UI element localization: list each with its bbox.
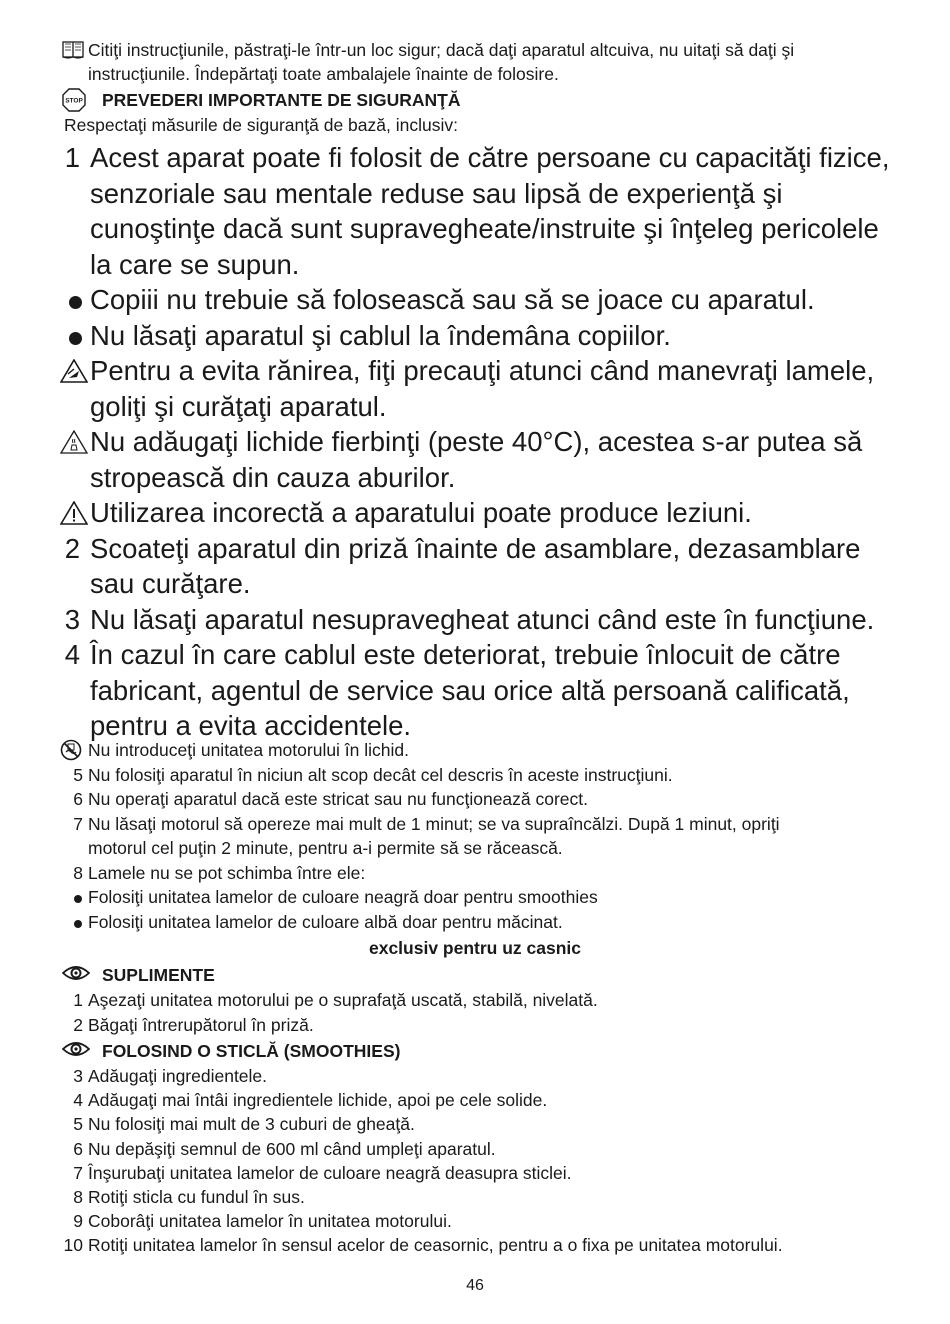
safety-big-line: Scoateţi aparatul din priză înainte de asamblare, dezasamblare (90, 532, 861, 564)
safety-big-line: fabricant, agentul de service sau orice altă persoană calificată, (90, 674, 850, 706)
safety-big-line: cunoştinţe dacă sunt supravegheate/instruite şi înţeleg pericolele (90, 213, 879, 244)
hot-liquid-warning-icon (60, 424, 90, 454)
supplements-text (88, 1013, 910, 1037)
safety-small-item (60, 910, 910, 934)
safety-small-item (60, 885, 910, 909)
safety-big-number: 2 (64, 532, 80, 564)
safety-big-item (60, 495, 910, 531)
safety-small-number: 7 (73, 813, 83, 834)
stop-icon-label: STOP (65, 97, 83, 105)
bullet-icon (60, 318, 90, 354)
bottle-number: 10 (63, 1235, 83, 1256)
safety-big-item (60, 424, 910, 495)
safety-big-text (90, 353, 910, 424)
bottle-line: Rotiţi sticla cu fundul în sus. (88, 1187, 305, 1207)
safety-small-item (60, 861, 910, 885)
safety-small-text (88, 812, 910, 860)
safety-big-text (90, 637, 910, 744)
bottle-item (60, 1161, 910, 1185)
bottle-number: 5 (73, 1114, 83, 1135)
safety-heading: PREVEDERI IMPORTANTE DE SIGURANŢĂ (102, 90, 461, 110)
safety-big-line: Utilizarea incorectă a aparatului poate produce leziuni. (90, 497, 752, 528)
bottle-text (88, 1185, 910, 1209)
safety-big-line: Nu lăsaţi aparatul şi cablul la îndemâna copiilor. (90, 319, 671, 351)
household-note: exclusiv pentru uz casnic (368, 938, 582, 958)
supplements-text (88, 988, 910, 1012)
safety-big-line: sau curăţare. (90, 568, 251, 599)
bottle-item (60, 1112, 910, 1136)
stop-icon (62, 88, 102, 112)
safety-small-item (60, 787, 910, 811)
safety-big-line: În cazul în care cablul este deteriorat, trebuie înlocuit de către (90, 639, 841, 670)
bottle-item (60, 1209, 910, 1233)
supplements-heading: SUPLIMENTE (102, 965, 215, 985)
safety-big-line: stropească din cauza aburilor. (90, 461, 456, 493)
safety-small-number: 6 (73, 789, 83, 809)
safety-big-item (60, 353, 910, 424)
bottle-item (60, 1185, 910, 1209)
safety-small-line: Nu folosiţi aparatul în niciun alt scop decât cel descris în aceste instrucţiuni. (88, 764, 673, 785)
bottle-line: Rotiţi unitatea lamelor în sensul acelor de ceasornic, pentru a o fixa pe unitatea motorului. (88, 1235, 783, 1256)
safety-small-item (60, 763, 910, 787)
supplements-heading-row (62, 963, 910, 987)
safety-big-item (60, 602, 910, 638)
safety-small-line: Nu introduceţi unitatea motorului în lichid. (88, 740, 410, 760)
page-number: 46 (466, 1277, 484, 1294)
safety-big-text (90, 282, 910, 318)
bottle-text (88, 1064, 910, 1088)
safety-big-line: Nu lăsaţi aparatul nesupravegheat atunci când este în funcţiune. (90, 603, 875, 635)
bullet-dot (74, 895, 82, 903)
eye-icon (62, 1039, 102, 1059)
bottle-heading: FOLOSIND O STICLĂ (SMOOTHIES) (102, 1041, 401, 1061)
safety-big-item (60, 318, 910, 354)
supplements-number: 2 (73, 1014, 83, 1035)
safety-subheading: Respectaţi măsurile de siguranţă de bază, inclusiv: (64, 115, 458, 135)
safety-big-number: 1 (64, 142, 80, 173)
bottle-number: 7 (73, 1162, 83, 1183)
bottle-line: Nu folosiţi mai mult de 3 cuburi de gheaţă. (88, 1114, 415, 1135)
bullet-dot (69, 296, 82, 309)
bottle-text (88, 1137, 910, 1161)
bullet-dot (69, 332, 82, 345)
safety-heading-row (62, 88, 910, 112)
intro-line-1: Citiţi instrucţiunile, păstraţi-le într-un loc sigur; dacă daţi aparatul altcuiva, nu uitaţi să daţi şi (88, 40, 795, 60)
safety-small-number: 8 (73, 862, 83, 883)
safety-small-text (88, 861, 910, 885)
bottle-item (60, 1137, 910, 1161)
safety-subheading-row (64, 113, 910, 137)
safety-small-text (88, 763, 910, 787)
bottle-item (60, 1088, 910, 1112)
bottle-text (88, 1112, 910, 1136)
bottle-number: 8 (73, 1187, 83, 1207)
safety-small-line: Nu lăsaţi motorul să opereze mai mult de 1 minut; se va supraîncălzi. După 1 minut, opriţi (88, 813, 780, 834)
safety-small-text (88, 885, 910, 909)
safety-small-line: Nu operaţi aparatul dacă este stricat sau nu funcţionează corect. (88, 789, 589, 809)
safety-big-line: senzoriale sau mentale reduse sau lipsă de experienţă şi (90, 177, 783, 209)
bottle-text (88, 1161, 910, 1185)
eye-icon (62, 963, 102, 983)
bottle-item (60, 1064, 910, 1088)
safety-big-line: Pentru a evita rănirea, fiţi precauţi atunci când manevraţi lamele, (90, 355, 875, 386)
bottle-line: Adăugaţi ingredientele. (88, 1066, 268, 1086)
bullet-dot (74, 920, 82, 928)
no-immerse-icon (60, 738, 88, 761)
safety-big-number: 4 (64, 639, 80, 670)
bottle-line: Înşurubaţi unitatea lamelor de culoare neagră deasupra sticlei. (88, 1162, 572, 1183)
warning-icon (60, 495, 90, 525)
safety-big-item (60, 282, 910, 318)
safety-small-line: Folosiţi unitatea lamelor de culoare neagră doar pentru smoothies (88, 887, 598, 907)
safety-small-line: Folosiţi unitatea lamelor de culoare albă doar pentru măcinat. (88, 911, 563, 932)
blade-warning-icon (60, 353, 90, 383)
bottle-number: 6 (73, 1138, 83, 1159)
safety-small-text (88, 787, 910, 811)
safety-small-item (60, 738, 910, 762)
safety-big-item (60, 140, 910, 282)
safety-big-text (90, 424, 910, 495)
safety-small-line: Lamele nu se pot schimba între ele: (88, 862, 366, 883)
bottle-line: Nu depăşiţi semnul de 600 ml când umpleţi aparatul. (88, 1138, 496, 1159)
safety-big-line: Nu adăugaţi lichide fierbinţi (peste 40°C), acestea s-ar putea să (90, 426, 863, 457)
supplements-item (60, 988, 910, 1012)
bottle-number: 9 (73, 1211, 83, 1232)
supplements-item (60, 1013, 910, 1037)
bullet-icon (60, 885, 88, 909)
bottle-item (60, 1233, 910, 1257)
safety-big-item (60, 531, 910, 602)
safety-big-line: pentru a evita accidentele. (90, 710, 412, 741)
safety-big-text (90, 602, 910, 638)
bottle-number: 4 (73, 1090, 83, 1111)
intro-block (62, 38, 910, 86)
safety-big-item (60, 637, 910, 744)
safety-small-text (88, 910, 910, 934)
safety-big-line: la care se supun. (90, 248, 300, 280)
bottle-line: Adăugaţi mai întâi ingredientele lichide, apoi pe cele solide. (88, 1090, 548, 1111)
safety-big-text (90, 140, 910, 282)
supplements-line: Aşezaţi unitatea motorului pe o suprafaţă uscată, stabilă, nivelată. (88, 990, 598, 1010)
safety-big-text (90, 318, 910, 354)
bottle-text (88, 1209, 910, 1233)
bottle-line: Coborâţi unitatea lamelor în unitatea motorului. (88, 1211, 452, 1232)
safety-big-text (90, 531, 910, 602)
safety-big-number: 3 (64, 603, 80, 635)
safety-big-line: Acest aparat poate fi folosit de către persoane cu capacităţi fizice, (90, 142, 890, 173)
bottle-text (88, 1233, 910, 1257)
bottle-heading-row (62, 1039, 910, 1063)
safety-small-line: motorul cel puţin 2 minute, pentru a-i permite să se răcească. (88, 837, 563, 858)
bottle-text (88, 1088, 910, 1112)
safety-small-number: 5 (73, 764, 83, 785)
safety-big-line: goliţi şi curăţaţi aparatul. (90, 390, 387, 422)
bottle-number: 3 (73, 1066, 83, 1086)
safety-big-line: Copiii nu trebuie să folosească sau să se joace cu aparatul. (90, 284, 815, 315)
safety-big-text (90, 495, 910, 531)
bullet-icon (60, 910, 88, 934)
safety-small-text (88, 738, 910, 762)
supplements-number: 1 (73, 990, 83, 1010)
safety-small-item (60, 812, 910, 860)
bullet-icon (60, 282, 90, 318)
intro-line-2: instrucţiunile. Îndepărtaţi toate ambalajele înainte de folosire. (88, 64, 559, 84)
book-icon (62, 38, 88, 60)
supplements-line: Băgaţi întrerupătorul în priză. (88, 1014, 314, 1035)
